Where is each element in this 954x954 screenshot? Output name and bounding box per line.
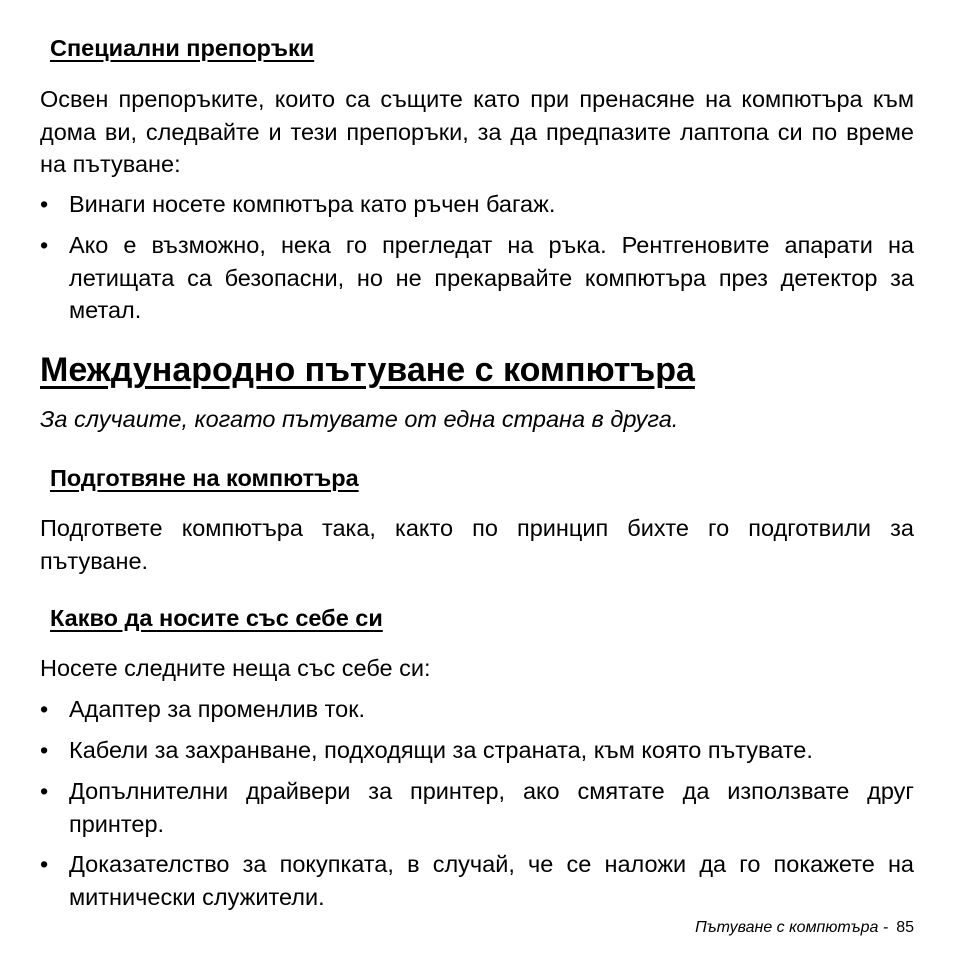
list-item-text: Кабели за захранване, подходящи за страната, към която пътувате. (69, 737, 813, 763)
bullet-glyph: • (40, 191, 49, 217)
list-item-text: Винаги носете компютъра като ръчен багаж. (69, 191, 556, 217)
list-item-text: Адаптер за променлив ток. (69, 696, 366, 722)
list-item (40, 229, 914, 327)
intro-international-travel: За случаите, когато пътувате от една страна в друга. (40, 406, 679, 432)
paragraph-special-recommendations: Освен препоръките, които са същите като при пренасяне на компютъра към дома ви, следвайте и тези препоръки, за да предпазите лаптопа си по време на пътуване: (40, 86, 914, 177)
list-item (40, 848, 914, 913)
heading-what-to-bring: Какво да носите със себе си (50, 605, 383, 631)
list-item (40, 734, 914, 767)
paragraph-preparing-computer: Подгответе компютъра така, както по принцип бихте го подготвили за пътуване. (40, 515, 914, 574)
bullet-glyph: • (40, 737, 49, 763)
list-item (40, 188, 914, 221)
list-item-text: Допълнителни драйвери за принтер, ако смятате да използвате друг принтер. (69, 778, 914, 837)
bullet-glyph: • (40, 851, 49, 877)
bullet-glyph: • (40, 778, 49, 804)
page-footer (695, 918, 914, 938)
list-item (40, 775, 914, 840)
bullet-glyph: • (40, 232, 49, 258)
heading-preparing-computer: Подготвяне на компютъра (50, 465, 359, 491)
heading-international-travel: Международно пътуване с компютъра (40, 351, 695, 389)
page-number: 85 (896, 919, 914, 936)
bullet-glyph: • (40, 696, 49, 722)
footer-chapter-title: Пътуване с компютъра - (695, 919, 889, 936)
paragraph-what-to-bring: Носете следните неща със себе си: (40, 655, 431, 681)
heading-special-recommendations: Специални препоръки (50, 35, 315, 61)
list-item-text: Ако е възможно, нека го прегледат на ръка. Рентгеновите апарати на летищата са безопасни, но не прекарвайте компютъра през детектор за метал. (69, 232, 914, 323)
list-item-text: Доказателство за покупката, в случай, че се наложи да го покажете на митнически служители. (69, 851, 914, 910)
list-item (40, 693, 914, 726)
